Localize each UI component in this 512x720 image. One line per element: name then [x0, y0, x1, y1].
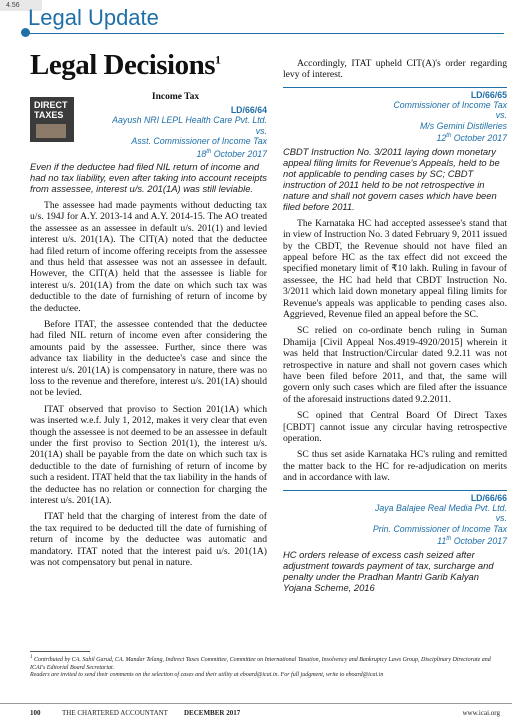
case2-divider	[283, 87, 507, 88]
thumbnail-image	[36, 124, 66, 138]
section-title: Legal Update	[28, 5, 159, 30]
main-title: Legal Decisions$^1$	[30, 49, 221, 81]
case1-vs: vs.	[255, 125, 267, 136]
case1-party1: Aayush NRI LEPL Health Care Pvt. Ltd.	[112, 115, 267, 125]
case2-date: 12th October 2017	[436, 133, 507, 144]
case1-citation	[84, 105, 267, 159]
col2-intro: Accordingly, ITAT upheld CIT(A)'s order regarding levy of interest.	[283, 58, 507, 81]
page-number-top: 4.56	[0, 0, 42, 11]
case3-party1: Jaya Balajee Real Media Pvt. Ltd.	[374, 502, 507, 513]
case1-date: 18th October 2017	[196, 148, 267, 159]
case3-date: 11th October 2017	[437, 536, 507, 547]
footer-url[interactable]: www.icai.org	[462, 709, 500, 717]
left-column	[30, 45, 267, 574]
case1-paragraph: ITAT held that the charging of interest from the date of the tax required to be deducted till the date of furnishing of return of income by the deductee was automatic and mandatory. ITAT noted that the interest paid u/s. 201(1A) was not compensatory but penal in nature.	[30, 511, 267, 569]
footer-journal: THE CHARTERED ACCOUNTANT	[62, 709, 168, 717]
case3-divider	[283, 490, 507, 491]
case2-party1: Commissioner of Income Tax	[393, 99, 507, 110]
page-footer	[0, 703, 512, 720]
case2-summary: CBDT Instruction No. 3/2011 laying down monetary appeal filing limits for Revenue's Appeals, held to be not applicable to pending cases by SC; CBDT instruction of 2011 held to be not retrospective in nature and shall not govern cases which have been filed before 2011.	[283, 145, 500, 212]
case2-id: LD/66/65	[470, 89, 507, 100]
direct-taxes-thumbnail: DIRECT TAXES	[30, 97, 74, 142]
case2-paragraph: SC relied on co-ordinate bench ruling in Suman Dhamija [Civil Appeal Nos.4919-4920/2015] wherein it was held that Instruction/Circular dated 9.2.11 was not retrospective in nature and shall not govern cases which have been filed before 2011, and that, the same will govern only such cases which are filed after the issuance of the aforesaid instructions dated 9.2.2011.	[283, 325, 507, 405]
case2-party2: M/s Gemini Distilleries	[419, 120, 507, 131]
footnote-divider	[30, 651, 90, 652]
case1-paragraph: ITAT observed that proviso to Section 201(1A) which was inserted w.e.f. July 1, 2012, makes it very clear that even though the assessee is not deemed to be an assessee in default under the first proviso to Section 201(1), the interest u/s. 201(1A) shall be payable from the date on which such tax is deductible to the date of furnishing of return of income by such a resident. ITAT held that the tax liability in the hands of the deductee has no relation or connection for charging the interest u/s. 201(1A).	[30, 403, 267, 507]
footer-month: DECEMBER 2017	[184, 709, 241, 717]
case1-id: LD/66/64	[230, 105, 267, 115]
case3-vs: vs.	[495, 513, 507, 524]
footnote-1: $^1$ Contributed by CA. Sahil Garud, CA. Mandar Telang, Indirect Taxes Committee, Committee on International Taxation, Insolvency and Bankruptcy Laws Group, Disciplinary Directorate and ICAI's Editorial Board Secretariat.	[30, 655, 491, 671]
footnote-2: Readers are invited to send their comments on the selection of cases and their utility at eboard@icai.in. For full judgment, write to eboard@icai.in	[30, 672, 384, 679]
case2-vs: vs.	[495, 110, 507, 121]
case1-party2: Asst. Commissioner of Income Tax	[131, 136, 267, 146]
footnotes	[30, 654, 504, 680]
case2-paragraph: SC opined that Central Board Of Direct Taxes [CBDT] cannot issue any circular having retrospective operation.	[283, 410, 507, 445]
footer-page-number: 100	[30, 709, 41, 717]
case3-citation	[283, 493, 507, 547]
case2-paragraph: SC thus set aside Karnataka HC's ruling and remitted the matter back to the HC for re-adjudication on merits and in accordance with law.	[283, 449, 507, 484]
case1-paragraph: Before ITAT, the assessee contended that the deductee had filed NIL return of income even after considering the amounts paid by the assessee. Further, since there was advance tax liability in the deductee's case and since the interest u/s. 201(1A) is compensatory in nature, there was no loss to the revenue and therefore, interest u/s. 201(1A) should not be levied.	[30, 318, 267, 399]
case1-summary: Even if the deductee had filed NIL return of income and had no tax liability, even after taking into account receipts from assessee, interest u/s. 201(1A) was still leviable.	[30, 160, 267, 194]
case3-id: LD/66/66	[470, 492, 507, 503]
case1-paragraph: The assessee had made payments without deducting tax u/s. 194J for A.Y. 2013-14 and A.Y. 2014-15. The AO treated the assessee as an assessee in default u/s. 201(1) and levied interest u/s. 201(1A). The CIT(A) noted that the deductee had filed return of income offering receipts from the assessee and thus held that assessee was not an assessee in default. However, the CIT(A) held that the assessee is liable for interest u/s. 201(1A) from the date on which such tax was deductible to the date of furnishing of return of income by the deductee.	[30, 199, 267, 314]
category-label: Income Tax	[151, 92, 200, 102]
case2-paragraph: The Karnataka HC had accepted assessee's stand that in view of Instruction No. 3 dated February 9, 2011 issued by the CBDT, the Revenue should not have filed an appeal before HC as the tax effect did not exceed the specified monetary limit of ₹10 lakh. Ruling in favour of assessee, the HC had held that CBDT Instruction No. 3/2011 which laid down monetary appeal filing limits for Revenue's appeals was applicable to pending cases also. Aggrieved, Revenue filed an appeal before the SC.	[283, 217, 507, 320]
case2-citation	[283, 90, 507, 144]
title-divider	[28, 33, 504, 34]
case3-summary: HC orders release of excess cash seized after adjustment towards payment of tax, surcharge and penalty under the Pradhan Mantri Garib Kalyan Yojana Scheme, 2016	[283, 548, 494, 593]
case3-party2: Prin. Commissioner of Income Tax	[372, 523, 507, 534]
right-column	[283, 58, 507, 599]
